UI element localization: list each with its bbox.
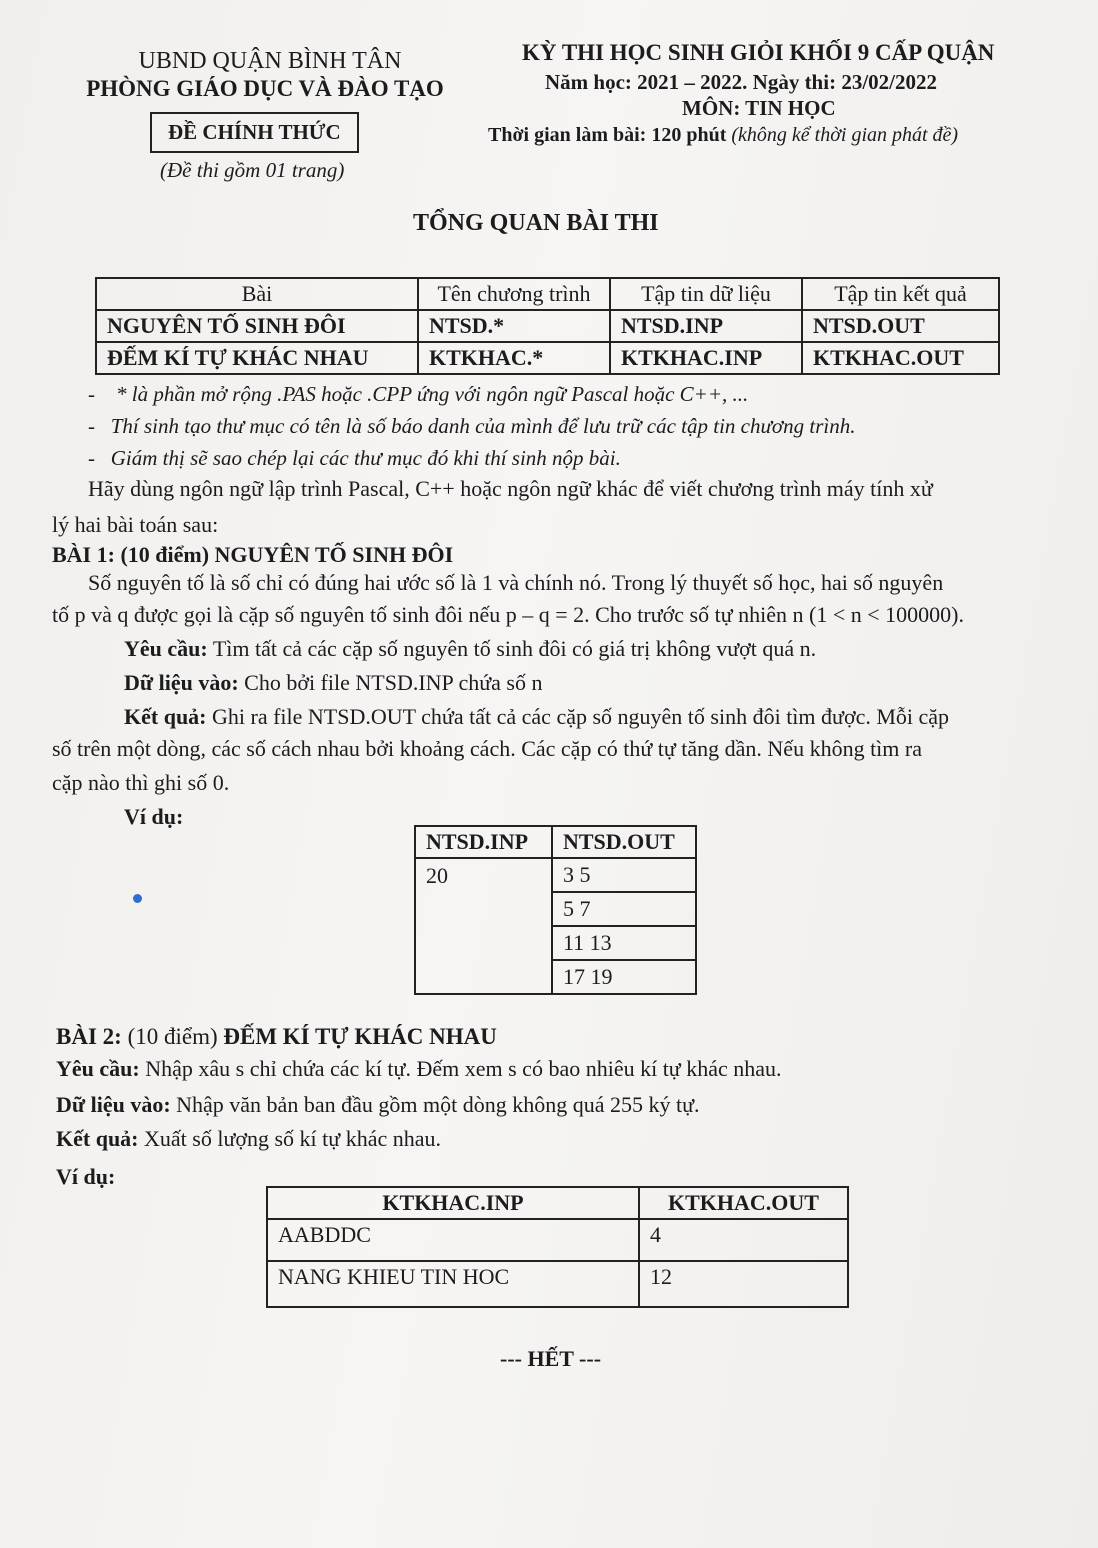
header-cell: NTSD.INP bbox=[415, 826, 552, 858]
department-name: PHÒNG GIÁO DỤC VÀ ĐÀO TẠO bbox=[86, 76, 444, 101]
output-line: 3 5 bbox=[553, 859, 695, 893]
problem-name-cell: ĐẾM KÍ TỰ KHÁC NHAU bbox=[96, 342, 418, 374]
problem1-output-line: cặp nào thì ghi số 0. bbox=[52, 770, 230, 795]
input-file-cell: NTSD.INP bbox=[610, 310, 802, 342]
header-cell: Tập tin kết quả bbox=[802, 278, 999, 310]
official-exam-box: ĐỀ CHÍNH THỨC bbox=[150, 112, 359, 153]
output-line: 11 13 bbox=[553, 927, 695, 961]
problem1-output-line: số trên một dòng, các số cách nhau bởi khoảng cách. Các cặp có thứ tự tăng dần. Nếu không tìm ra bbox=[52, 736, 922, 761]
table-row bbox=[267, 1261, 848, 1307]
header-cell: KTKHAC.INP bbox=[267, 1187, 639, 1219]
output-cell: 4 bbox=[639, 1219, 848, 1261]
exam-year-date: Năm học: 2021 – 2022. Ngày thi: 23/02/2022 bbox=[545, 70, 937, 94]
problem2-output: Kết quả: Xuất số lượng số kí tự khác nhau. bbox=[56, 1126, 441, 1151]
example1-table bbox=[414, 825, 697, 995]
problem2-input: Dữ liệu vào: Nhập văn bản ban đầu gồm một dòng không quá 255 ký tự. bbox=[56, 1092, 700, 1117]
header-cell: KTKHAC.OUT bbox=[639, 1187, 848, 1219]
output-file-cell: KTKHAC.OUT bbox=[802, 342, 999, 374]
problem1-paragraph: tố p và q được gọi là cặp số nguyên tố sinh đôi nếu p – q = 2. Cho trước số tự nhiên n (1 < n < 100000). bbox=[52, 602, 964, 627]
exam-title: KỲ THI HỌC SINH GIỎI KHỐI 9 CẤP QUẬN bbox=[522, 40, 995, 65]
problem1-paragraph: Số nguyên tố là số chỉ có đúng hai ước số là 1 và chính nó. Trong lý thuyết số học, hai số nguyên bbox=[88, 570, 944, 595]
table-row bbox=[267, 1219, 848, 1261]
output-file-cell: NTSD.OUT bbox=[802, 310, 999, 342]
note-item: - Thí sinh tạo thư mục có tên là số báo danh của mình để lưu trữ các tập tin chương trình. bbox=[88, 414, 856, 438]
blue-dot-mark bbox=[133, 894, 142, 903]
problem1-input: Dữ liệu vào: Cho bởi file NTSD.INP chứa số n bbox=[124, 670, 543, 695]
example2-table bbox=[266, 1186, 849, 1308]
input-file-cell: KTKHAC.INP bbox=[610, 342, 802, 374]
input-cell: 20 bbox=[415, 858, 552, 994]
end-marker: --- HẾT --- bbox=[500, 1346, 602, 1371]
problem2-example-label: Ví dụ: bbox=[56, 1164, 116, 1189]
district-name: UBND QUẬN BÌNH TÂN bbox=[138, 48, 402, 74]
table-header-row bbox=[267, 1187, 848, 1219]
pages-note: (Đề thi gồm 01 trang) bbox=[160, 158, 345, 182]
output-cell bbox=[552, 858, 696, 994]
table-header-row bbox=[415, 826, 696, 858]
overview-table bbox=[95, 277, 1000, 375]
problem1-requirement: Yêu cầu: Tìm tất cả các cặp số nguyên tố sinh đôi có giá trị không vượt quá n. bbox=[124, 636, 817, 661]
header-cell: Tên chương trình bbox=[418, 278, 610, 310]
table-row bbox=[96, 310, 999, 342]
program-name-cell: NTSD.* bbox=[418, 310, 610, 342]
problem2-title: BÀI 2: (10 điểm) ĐẾM KÍ TỰ KHÁC NHAU bbox=[56, 1024, 497, 1049]
problem1-example-label: Ví dụ: bbox=[124, 804, 184, 829]
table-row bbox=[415, 858, 696, 994]
header-cell: NTSD.OUT bbox=[552, 826, 696, 858]
exam-subject: MÔN: TIN HỌC bbox=[682, 96, 836, 120]
intro-line: Hãy dùng ngôn ngữ lập trình Pascal, C++ hoặc ngôn ngữ khác để viết chương trình máy tính xử bbox=[88, 476, 933, 501]
output-line: 17 19 bbox=[563, 964, 613, 989]
table-row bbox=[96, 342, 999, 374]
problem1-title: BÀI 1: (10 điểm) NGUYÊN TỐ SINH ĐÔI bbox=[52, 542, 454, 567]
header-cell: Bài bbox=[96, 278, 418, 310]
header-cell: Tập tin dữ liệu bbox=[610, 278, 802, 310]
exam-duration: Thời gian làm bài: 120 phút (không kể thời gian phát đề) bbox=[488, 124, 959, 146]
overview-title: TỔNG QUAN BÀI THI bbox=[413, 210, 659, 236]
output-cell: 12 bbox=[639, 1261, 848, 1307]
problem1-output: Kết quả: Ghi ra file NTSD.OUT chứa tất cả các cặp số nguyên tố sinh đôi tìm được. Mỗi cặp bbox=[124, 704, 950, 729]
table-header-row bbox=[96, 278, 999, 310]
program-name-cell: KTKHAC.* bbox=[418, 342, 610, 374]
output-line: 5 7 bbox=[553, 893, 695, 927]
intro-line: lý hai bài toán sau: bbox=[52, 512, 219, 537]
problem2-requirement: Yêu cầu: Nhập xâu s chỉ chứa các kí tự. Đếm xem s có bao nhiêu kí tự khác nhau. bbox=[56, 1056, 782, 1081]
input-cell: AABDDC bbox=[267, 1219, 639, 1261]
problem-name-cell: NGUYÊN TỐ SINH ĐÔI bbox=[96, 310, 418, 342]
note-item: - * là phần mở rộng .PAS hoặc .CPP ứng với ngôn ngữ Pascal hoặc C++, ... bbox=[88, 382, 749, 406]
input-cell: NANG KHIEU TIN HOC bbox=[267, 1261, 639, 1307]
note-item: - Giám thị sẽ sao chép lại các thư mục đó khi thí sinh nộp bài. bbox=[88, 446, 621, 470]
